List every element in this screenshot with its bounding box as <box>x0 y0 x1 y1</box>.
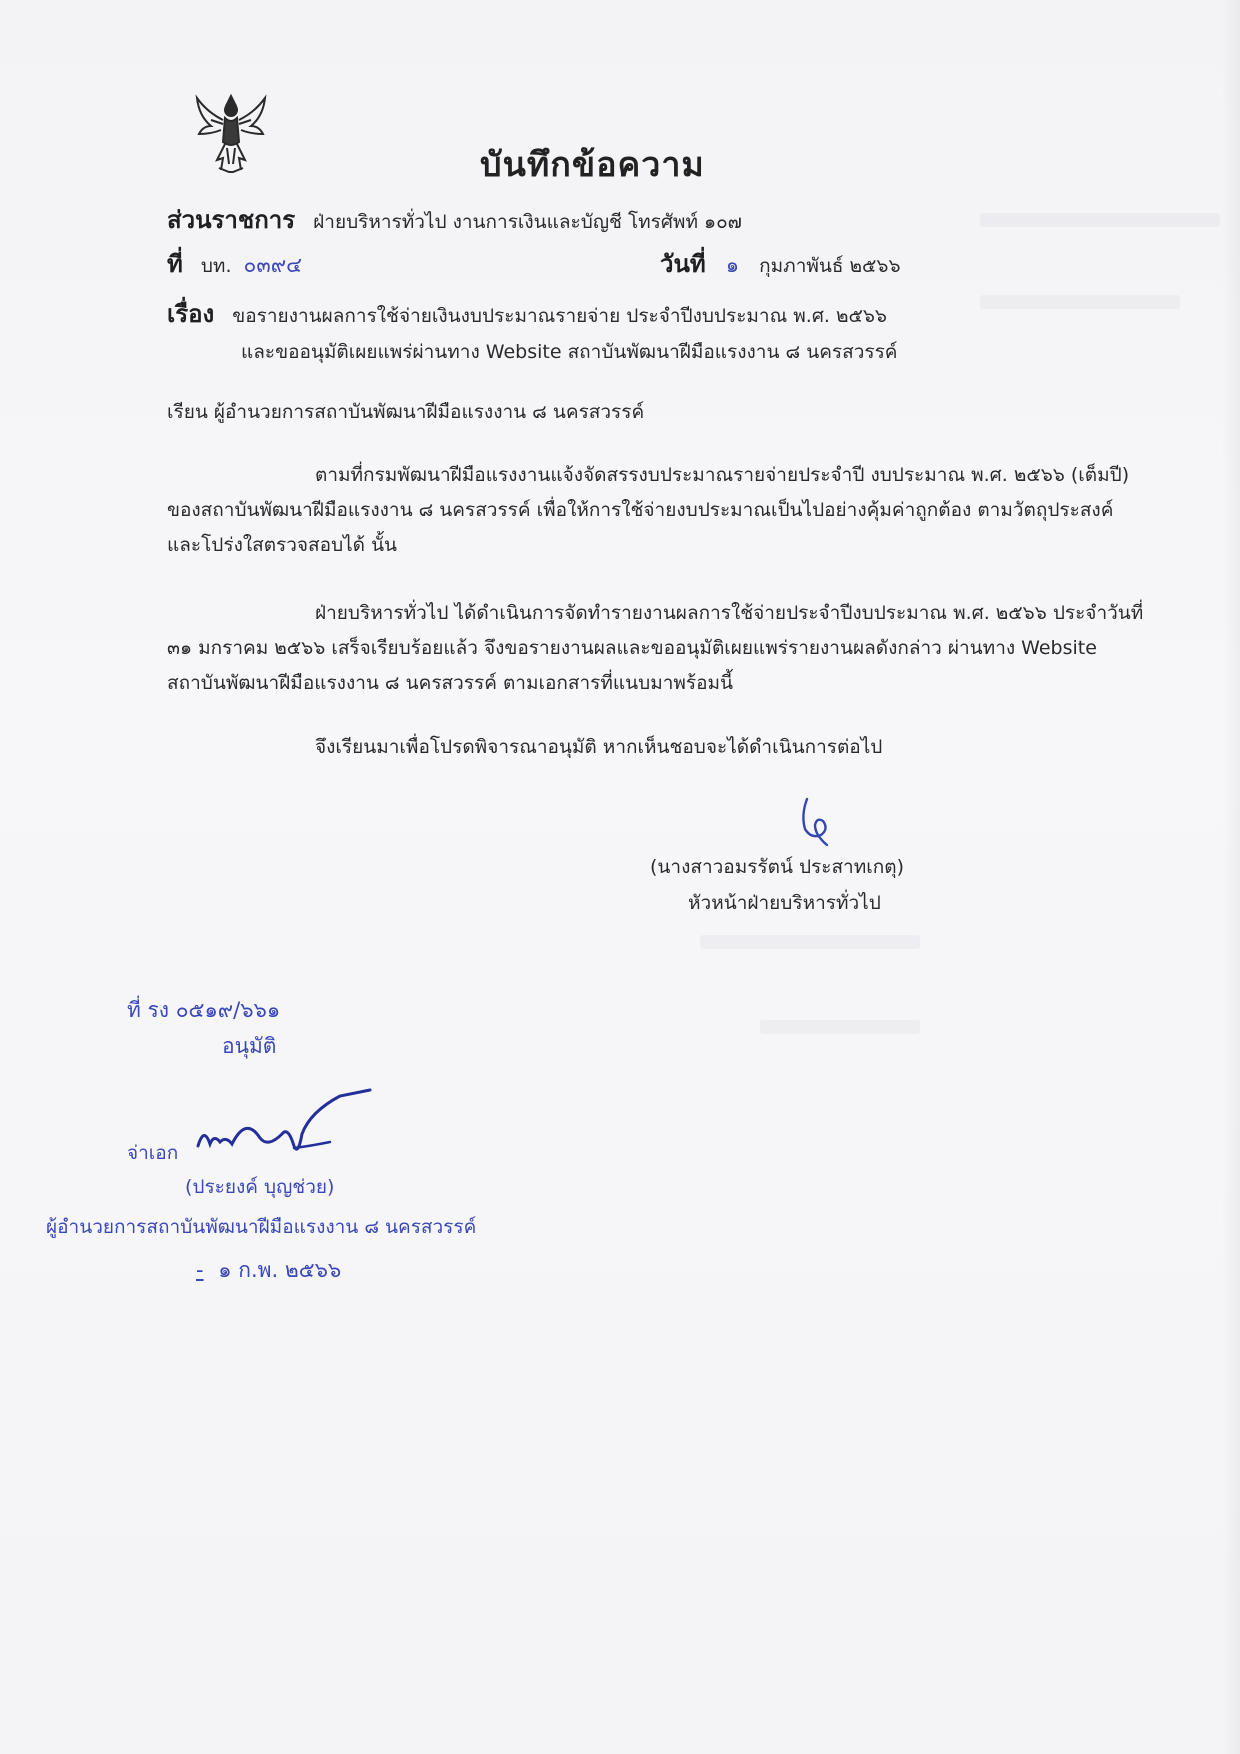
date-row <box>660 244 901 283</box>
body-paragraph-2: ฝ่ายบริหารทั่วไป ได้ดำเนินการจัดทำรายงานผลการใช้จ่ายประจำปีงบประมาณ พ.ศ. ๒๕๖๖ ประจำวันที่ ๓๑ มกราคม ๒๕๖๖ เสร็จเรียบร้อยแล้ว จึงขอรายงานผลและขออนุมัติเผยแพร่รายงานผลดังกล่าว ผ่านทาง Website สถาบันพัฒนาฝีมือแรงงาน ๘ นครสวรรค์ ตามเอกสารที่แนบมาพร้อมนี้ <box>167 602 1144 694</box>
memo-title: บันทึกข้อความ <box>480 145 705 185</box>
subject-label: เรื่อง <box>167 300 215 328</box>
agency-label: ส่วนราชการ <box>167 206 296 234</box>
reference-number: ๐๓๙๔ <box>243 253 302 277</box>
bleed-through-mark <box>980 295 1180 309</box>
approver-name: (ประยงค์ บุญช่วย) <box>185 1176 335 1198</box>
subject-line-1: ขอรายงานผลการใช้จ่ายเงินงบประมาณรายจ่าย ประจำปีงบประมาณ พ.ศ. ๒๕๖๖ <box>232 305 887 327</box>
approval-date-dash: - <box>196 1258 204 1282</box>
salutation: เรียน ผู้อำนวยการสถาบันพัฒนาฝีมือแรงงาน ๘ นครสวรรค์ <box>167 401 645 423</box>
date-label: วันที่ <box>660 250 706 278</box>
approval-status: อนุมัติ <box>222 1034 277 1058</box>
bleed-through-mark <box>760 1020 920 1034</box>
reference-row <box>167 244 302 283</box>
handwritten-signature <box>797 795 837 851</box>
body-paragraph-3: จึงเรียนมาเพื่อโปรดพิจารณาอนุมัติ หากเห็นชอบจะได้ดำเนินการต่อไป <box>315 736 883 758</box>
signatory-name: (นางสาวอมรรัตน์ ประสาทเกตุ) <box>650 856 905 878</box>
approver-rank: จ่าเอก <box>127 1142 179 1164</box>
reference-label: ที่ <box>167 250 183 278</box>
date-day: ๑ <box>725 253 740 277</box>
approver-signature <box>190 1086 390 1176</box>
subject-line-2: และขออนุมัติเผยแพร่ผ่านทาง Website สถาบันพัฒนาฝีมือแรงงาน ๘ นครสวรรค์ <box>241 341 898 363</box>
approval-date-text: ๑ ก.พ. ๒๕๖๖ <box>218 1258 342 1282</box>
approver-position: ผู้อำนวยการสถาบันพัฒนาฝีมือแรงงาน ๘ นครสวรรค์ <box>46 1216 477 1238</box>
reference-prefix: บท. <box>200 255 232 277</box>
page-edge-shadow <box>1222 0 1240 1754</box>
agency-value: ฝ่ายบริหารทั่วไป งานการเงินและบัญชี โทรศัพท์ ๑๐๗ <box>313 211 742 233</box>
bleed-through-mark <box>700 935 920 949</box>
bleed-through-mark <box>980 213 1220 227</box>
garuda-emblem-icon <box>193 90 269 176</box>
approval-date <box>196 1254 341 1287</box>
subject-row <box>167 294 887 333</box>
agency-row <box>167 200 742 239</box>
signatory-position: หัวหน้าฝ่ายบริหารทั่วไป <box>688 892 881 914</box>
date-month-year: กุมภาพันธ์ ๒๕๖๖ <box>759 255 901 277</box>
approval-reference: ที่ รง ๐๕๑๙/๖๖๑ <box>127 998 281 1022</box>
body-paragraph-1: ตามที่กรมพัฒนาฝีมือแรงงานแจ้งจัดสรรงบประมาณรายจ่ายประจำปี งบประมาณ พ.ศ. ๒๕๖๖ (เต็มปี) ของสถาบันพัฒนาฝีมือแรงงาน ๘ นครสวรรค์ เพื่อให้การใช้จ่ายงบประมาณเป็นไปอย่างคุ้มค่าถูกต้อง ตามวัตถุประสงค์และโปร่งใสตรวจสอบได้ นั้น <box>167 464 1130 556</box>
